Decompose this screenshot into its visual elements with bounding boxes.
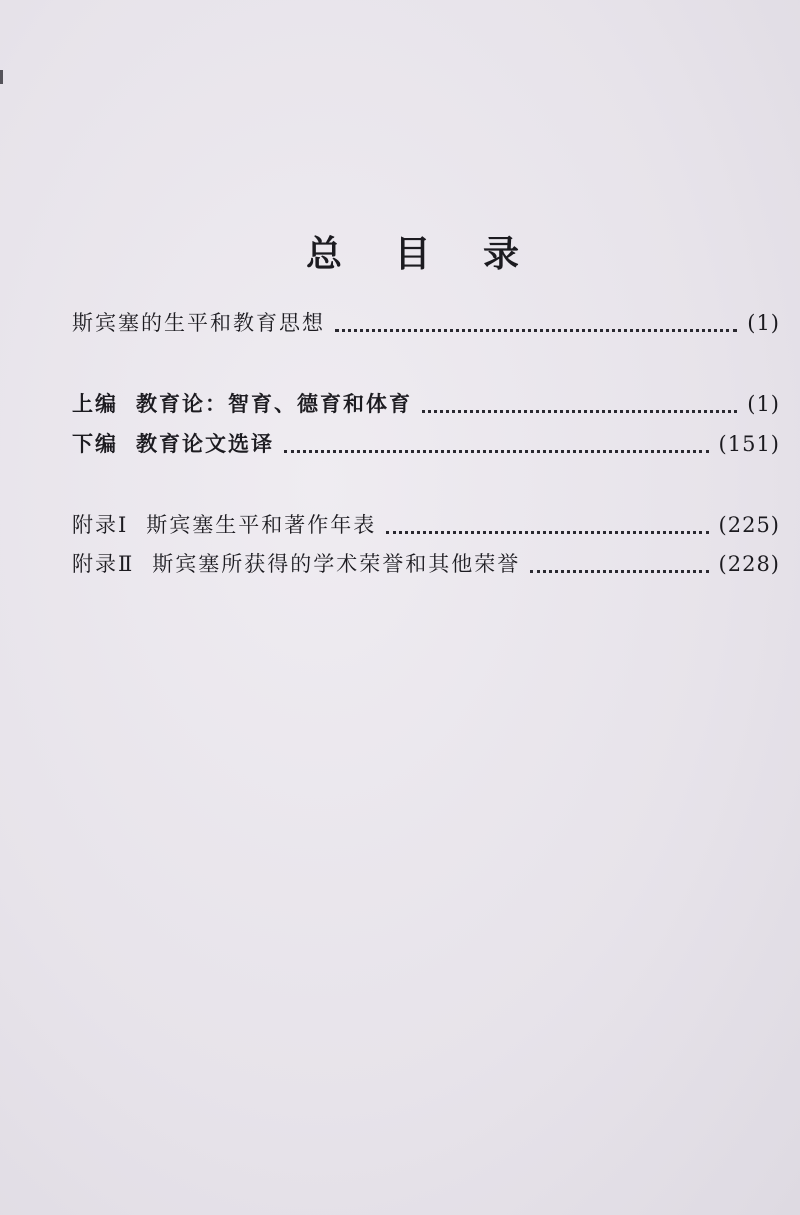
toc-entry-label xyxy=(72,307,325,337)
toc-page-number: (1) xyxy=(747,392,780,416)
toc-entry-label xyxy=(72,428,274,458)
toc-entry-appendix-1[interactable] xyxy=(72,509,780,543)
toc-entry-prefix: 上编 xyxy=(72,391,118,416)
toc-entry-title: 教育论文选译 xyxy=(136,431,274,456)
toc-leader-dots xyxy=(284,450,709,453)
toc-entry-prefix: 附录Ⅰ xyxy=(72,513,129,537)
toc-leader-dots xyxy=(530,570,708,573)
toc-page-number: (228) xyxy=(718,552,780,576)
toc-leader-dots xyxy=(386,531,708,534)
toc-leader-dots xyxy=(335,329,737,332)
toc-page-number: (1) xyxy=(747,311,780,335)
toc-entry-appendix-2[interactable] xyxy=(72,548,780,582)
toc-entry-prefix: 下编 xyxy=(72,431,118,456)
toc-page-number: (225) xyxy=(718,513,780,537)
toc-entry-title: 斯宾塞的生平和教育思想 xyxy=(72,311,325,335)
toc-page-number: (151) xyxy=(718,432,780,456)
toc-entry-label xyxy=(72,388,412,418)
page-edge-mark xyxy=(0,70,3,84)
toc-entry-title: 斯宾塞所获得的学术荣誉和其他荣誉 xyxy=(152,552,521,576)
toc-entry-title: 教育论：智育、德育和体育 xyxy=(136,391,412,416)
toc-entry-part-one[interactable] xyxy=(72,388,780,422)
toc-entry-part-two[interactable] xyxy=(72,428,780,462)
toc-leader-dots xyxy=(422,410,737,413)
toc-entry-title: 斯宾塞生平和著作年表 xyxy=(146,513,377,537)
page-title: 总 目 录 xyxy=(305,233,540,275)
toc-entry-label xyxy=(72,548,520,578)
toc-entry-biography[interactable] xyxy=(72,307,780,341)
toc-entry-prefix: 附录Ⅱ xyxy=(72,552,135,576)
toc-entry-label xyxy=(72,509,376,539)
